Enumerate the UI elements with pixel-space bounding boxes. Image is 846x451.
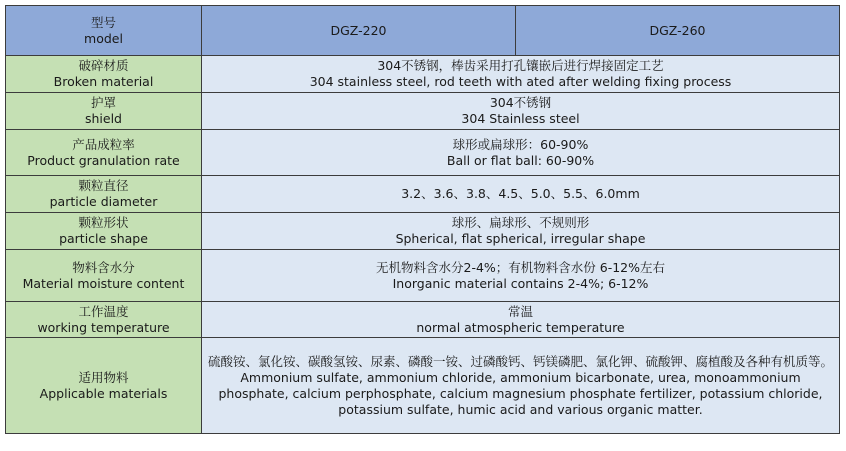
row-value-cell [202, 176, 840, 213]
row-value-zh: 无机物料含水分2-4%；有机物料含水份 6-12%左右 [375, 259, 665, 275]
row-label-cell [6, 93, 202, 130]
row-label-cell [6, 130, 202, 176]
row-value-zh: 常温 [507, 303, 533, 319]
row-value-cell [202, 250, 840, 302]
table-row [6, 93, 840, 130]
row-label-cell [6, 56, 202, 93]
header-label-en: model [84, 30, 123, 46]
row-label-zh: 物料含水分 [72, 259, 135, 275]
row-value: 3.2、3.6、3.8、4.5、5.0、5.5、6.0mm [401, 186, 640, 201]
row-value-cell [202, 213, 840, 250]
row-label-cell [6, 176, 202, 213]
row-value-en: 304 Stainless steel [461, 111, 580, 126]
row-value-en: normal atmospheric temperature [416, 319, 625, 335]
table-row [6, 213, 840, 250]
row-label-en: particle shape [59, 231, 148, 246]
row-value-zh: 304不锈钢，棒齿采用打孔镶嵌后进行焊接固定工艺 [377, 58, 664, 73]
row-value-zh: 球形或扁球形：60-90% [452, 136, 589, 152]
row-label-zh: 护罩 [90, 95, 116, 110]
header-label-zh: 型号 [90, 14, 116, 30]
row-label-zh: 破碎材质 [78, 58, 129, 73]
table-row [6, 338, 840, 434]
row-value-cell [202, 93, 840, 130]
row-label-en: Applicable materials [39, 385, 168, 401]
row-value-cell [202, 130, 840, 176]
row-value-cell [202, 302, 840, 338]
header-label-cell [6, 6, 202, 56]
row-label-en: particle diameter [49, 194, 158, 209]
row-label-zh: 适用物料 [78, 369, 129, 385]
row-label-en: shield [84, 111, 122, 126]
row-value-en: 304 stainless steel, rod teeth with ated after welding fixing process [309, 74, 732, 89]
table-row [6, 176, 840, 213]
row-label-cell [6, 213, 202, 250]
row-label-cell [6, 338, 202, 434]
row-label-en: working temperature [37, 319, 170, 335]
row-value-zh: 球形、扁球形、不规则形 [451, 215, 590, 230]
row-value-en: Inorganic material contains 2-4%; 6-12% [392, 275, 649, 291]
row-label-en: Material moisture content [22, 275, 185, 291]
row-label-zh: 工作温度 [78, 303, 129, 319]
table-row [6, 302, 840, 338]
row-label-zh: 颗粒形状 [78, 215, 129, 230]
row-value-zh: 304不锈钢 [489, 95, 552, 110]
row-value-en: Spherical, flat spherical, irregular shape [395, 231, 646, 246]
row-value: 硫酸铵、氯化铵、碳酸氢铵、尿素、磷酸一铵、过磷酸钙、钙镁磷肥、氯化钾、硫酸钾、腐植酸及各种有机质等。Ammonium sulfate, ammonium chloride, ammonium bicarbonate, urea, monoammonium phosphate, calcium perphosphate, calcium magnesium phosphate fertilizer, potassium chloride, potassium sulfate, humic acid and various organic matter. [208, 353, 834, 417]
row-label-cell [6, 302, 202, 338]
row-label-en: Broken material [53, 74, 154, 89]
row-value-cell [202, 338, 840, 434]
model-cell-2: DGZ-260 [516, 6, 840, 56]
spec-table [5, 5, 840, 434]
row-value-cell [202, 56, 840, 93]
row-label-zh: 颗粒直径 [78, 178, 129, 193]
row-label-en: Product granulation rate [27, 152, 180, 168]
row-value-en: Ball or flat ball: 60-90% [446, 152, 595, 168]
row-label-zh: 产品成粒率 [72, 136, 135, 152]
model-cell-1: DGZ-220 [202, 6, 516, 56]
table-row [6, 56, 840, 93]
table-row [6, 250, 840, 302]
row-label-cell [6, 250, 202, 302]
header-row [6, 6, 840, 56]
table-row [6, 130, 840, 176]
